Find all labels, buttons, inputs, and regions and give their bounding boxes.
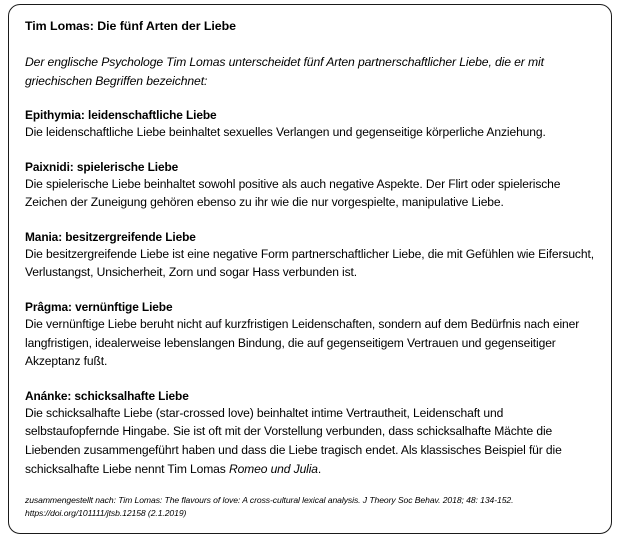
section-paixnidi [25,160,595,212]
section-heading: Mania: besitzergreifende Liebe [25,229,196,244]
section-heading: Prâgma: vernünftige Liebe [25,299,173,314]
section-epithymia [25,108,595,142]
section-heading: Paixnidi: spielerische Liebe [25,159,179,174]
section-body: Die besitzergreifende Liebe ist eine negative Form partnerschaftlicher Liebe, die mit Gefühlen wie Eifersucht, Verlustangst, Unsicherheit, Zorn und sogar Hass verbunden ist. [25,246,594,280]
section-body-text: Die schicksalhafte Liebe (star-crossed love) beinhaltet intime Vertrautheit, Leidenschaft und selbstaufopfernde Hingabe. Sie ist oft mit der Vorstellung verbunden, dass schicksalhafte Mächte die Liebenden zusammengeführt haben und dass die Liebe tragisch endet. Als klassisches Beispiel für die schicksalhafte Liebe nennt Tim Lomas [25,405,562,476]
section-body: Die spielerische Liebe beinhaltet sowohl positive als auch negative Aspekte. Der Flirt oder spielerische Zeichen der Zuneigung gehören ebenso zu ihr wie die nur vorgespielte, manipulative Liebe. [25,176,561,210]
section-body: Die vernünftige Liebe beruht nicht auf kurzfristigen Leidenschaften, sondern auf dem Bedürfnis nach einer langfristigen, idealerweise lebenslangen Bindung, die auf gegenseitigem Vertrauen und gegenseitiger Akzeptanz fußt. [25,316,580,369]
section-body-text-tail: . [317,461,322,476]
work-title: Romeo und Julia [228,461,318,476]
document-frame [8,4,612,534]
section-pragma [25,300,595,371]
section-ananke [25,389,595,478]
section-heading: Epithymia: leidenschaftliche Liebe [25,108,217,122]
section-mania [25,230,595,282]
page-title: Tim Lomas: Die fünf Arten der Liebe [25,19,236,33]
section-body: Die leidenschaftliche Liebe beinhaltet sexuelles Verlangen und gegenseitige körperliche Anziehung. [25,125,546,139]
source-citation: zusammengestellt nach: Tim Lomas: The flavours of love: A cross-cultural lexical analysis. J Theory Soc Behav. 2018; 48: 134-152. https://doi.org/101111/jtsb.12158 (2.1.2019) [25,495,514,518]
section-heading: Anánke: schicksalhafte Liebe [25,388,189,403]
intro-paragraph: Der englische Psychologe Tim Lomas unterscheidet fünf Arten partnerschaftlicher Liebe, die er mit griechischen Begriffen bezeichnet: [25,55,544,88]
section-body [25,404,595,478]
